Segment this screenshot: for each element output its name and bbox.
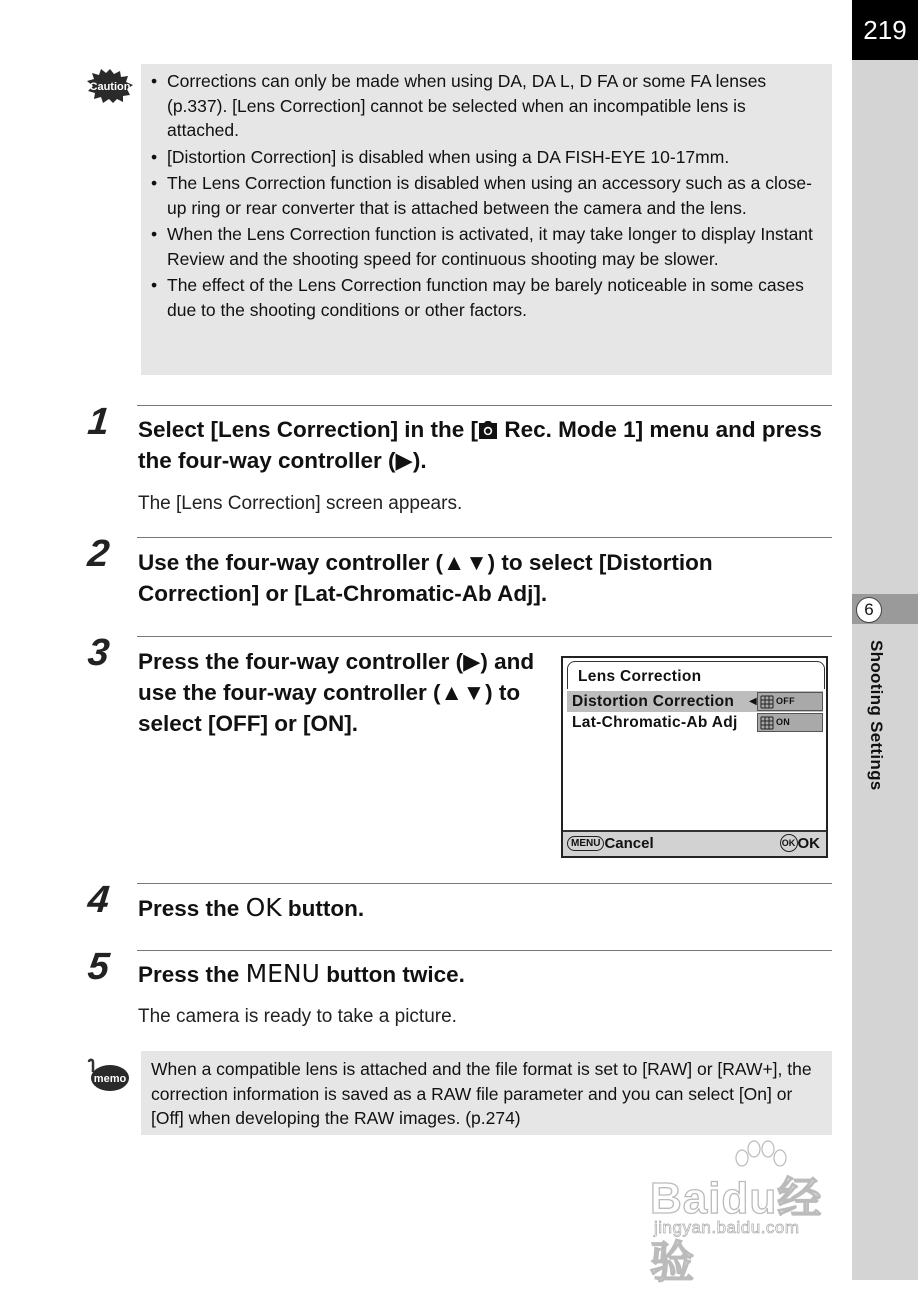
step-divider xyxy=(137,950,832,951)
menu-button-icon: MENU xyxy=(567,836,604,851)
screen-bottom-bar xyxy=(563,830,826,856)
memo-text: When a compatible lens is attached and the file format is set to [RAW] or [RAW+], the correction information is saved as a RAW file parameter and you can select [On] or [Off] when developing the RAW images. (p.274) xyxy=(151,1059,812,1128)
step-number: 2 xyxy=(85,533,112,575)
step-title-part: Select [Lens Correction] in the [ xyxy=(138,417,479,442)
camera-icon xyxy=(478,421,498,439)
step-divider xyxy=(137,537,832,538)
step-title: Use the four-way controller (▲▼) to select [Distortion Correction] or [Lat-Chromatic-Ab Adj]. xyxy=(138,550,713,606)
caution-list xyxy=(141,64,832,322)
step-title-part: Rec. Mode 1] menu and press the four-way controller (▶). xyxy=(138,417,822,473)
memo-box xyxy=(141,1051,832,1135)
ok-button-icon: OK xyxy=(780,834,798,852)
step-divider xyxy=(137,883,832,884)
step-title: Press the four-way controller (▶) and use the four-way controller (▲▼) to select [OFF] or [ON]. xyxy=(138,649,535,736)
caution-icon-label: Caution xyxy=(89,81,131,93)
step-title-part: button. xyxy=(281,896,365,921)
lens-correction-screen xyxy=(561,656,828,858)
setting-value-label: OFF xyxy=(776,696,795,706)
watermark-url: jingyan.baidu.com xyxy=(654,1218,800,1237)
step-number: 4 xyxy=(85,879,112,921)
chromatic-grid-icon xyxy=(760,716,774,730)
step-number: 1 xyxy=(85,401,112,443)
step-title-part: Press the xyxy=(138,962,246,987)
step-description: The camera is ready to take a picture. xyxy=(138,1006,457,1027)
page-number: 219 xyxy=(852,0,918,60)
step-title xyxy=(138,414,838,476)
caution-box xyxy=(141,64,832,375)
ok-key-label: OK xyxy=(245,893,282,922)
menu-row-distortion-correction[interactable] xyxy=(567,691,823,712)
step-divider xyxy=(137,405,832,406)
screen-tab-title: Lens Correction xyxy=(567,661,825,689)
step-divider xyxy=(137,636,832,637)
caution-item: • The Lens Correction function is disabled when using an accessory such as a close-up ring or rear converter that is attached between the camera and the lens. xyxy=(167,171,822,220)
step-title-part: Press the xyxy=(138,896,246,921)
caution-icon xyxy=(86,68,134,104)
watermark-brand: Baidu经验 xyxy=(650,1174,823,1287)
setting-value-label: ON xyxy=(776,717,791,727)
setting-value-off[interactable] xyxy=(757,692,823,711)
chapter-title: Shooting Settings xyxy=(867,640,886,791)
step-title xyxy=(138,958,465,990)
ok-label: OK xyxy=(797,835,820,852)
baidu-watermark xyxy=(650,1140,865,1287)
menu-row-lat-chromatic-ab-adj[interactable] xyxy=(567,712,823,733)
menu-row-label: Lat-Chromatic-Ab Adj xyxy=(572,714,738,731)
menu-row-label: Distortion Correction xyxy=(572,693,735,710)
cancel-action[interactable] xyxy=(567,832,654,856)
setting-value-on[interactable] xyxy=(757,713,823,732)
step-number: 5 xyxy=(85,946,112,988)
caution-item: • Corrections can only be made when using DA, DA L, D FA or some FA lenses (p.337). [Lens Correction] cannot be selected when an incompatible lens is attached. xyxy=(167,69,822,143)
step-description: The [Lens Correction] screen appears. xyxy=(138,493,463,514)
caution-item: • The effect of the Lens Correction function may be barely noticeable in some cases due to the shooting conditions or other factors. xyxy=(167,273,822,322)
left-arrow-icon: ◀ xyxy=(749,696,757,707)
step-title xyxy=(138,892,364,924)
cancel-label: Cancel xyxy=(604,835,654,852)
menu-key-label: MENU xyxy=(245,959,320,988)
memo-icon xyxy=(86,1058,130,1094)
step-title-part: button twice. xyxy=(319,962,465,987)
chapter-number: 6 xyxy=(856,597,882,623)
step-number: 3 xyxy=(85,632,112,674)
caution-item: • When the Lens Correction function is activated, it may take longer to display Instant Review and the shooting speed for continuous shooting may be slower. xyxy=(167,222,822,271)
memo-icon-label: memo xyxy=(93,1073,127,1085)
caution-item: • [Distortion Correction] is disabled when using a DA FISH-EYE 10-17mm. xyxy=(167,145,822,170)
distortion-grid-icon xyxy=(760,695,774,709)
ok-action[interactable] xyxy=(780,832,821,856)
